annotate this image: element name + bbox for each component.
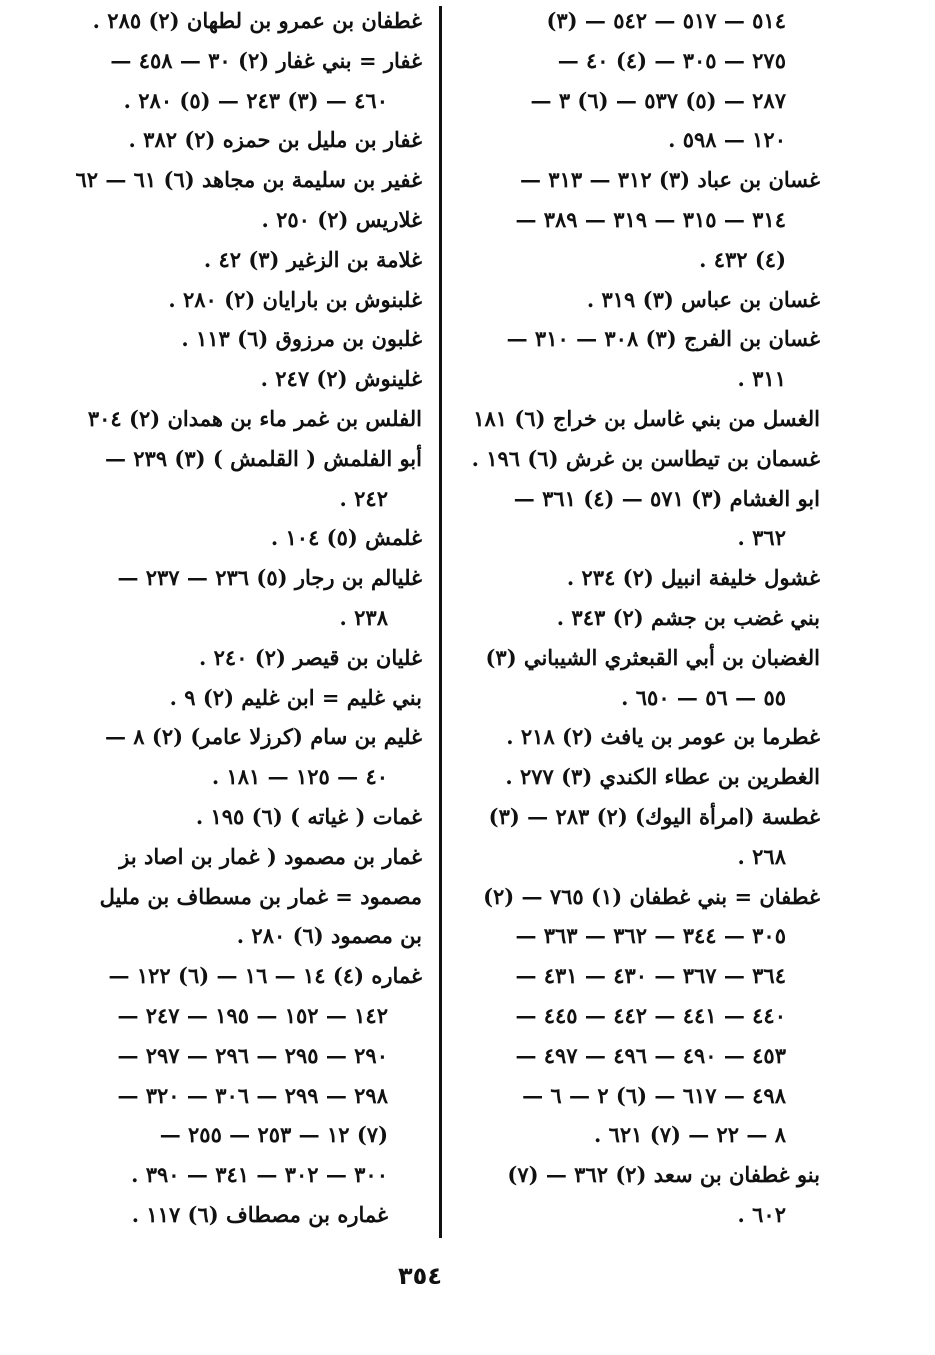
index-entry-line: الغسل من بني غاسل بن خراج (٦) ١٨١ [473,405,820,431]
index-entry-line: غشول خليفة انبيل (٢) ٢٣٤ . [566,565,820,591]
index-entry-line: الفلس بن غمر ماء بن همدان (٢) ٣٠٤ [87,405,422,431]
index-entry-line: ابو الغشام (٣) ٥٧١ — (٤) ٣٦١ — [513,485,820,511]
index-entry-line: ٤٦٠ — (٣) ٢٤٣ — (٥) ٢٨٠ . [123,87,388,113]
index-entry-line: بنو غطفان بن سعد (٢) ٣٦٢ — (٧) [507,1162,820,1188]
index-entry-line: غسان بن عباس (٣) ٣١٩ . [586,286,820,312]
index-entry-line: ٤٩٨ — ٦١٧ — (٦) ٢ — ٦ — [522,1082,786,1108]
index-entry-line: الغضبان بن أبي القبعثري الشيباني (٣) [485,644,820,670]
index-entry-line: ٣٦٢ . [737,525,786,551]
index-entry-line: ٤٥٣ — ٤٩٠ — ٤٩٦ — ٤٩٧ — [515,1042,786,1068]
index-column-right [462,1,820,1235]
index-entry-line: غلبون بن مرزوق (٦) ١١٣ . [181,326,422,352]
index-entry-line: غطسة (امرأة اليوك) (٢) ٢٨٣ — (٣) [488,803,820,829]
index-entry-line: غلمش (٥) ١٠٤ . [270,525,422,551]
index-entry-line: غسان بن عباد (٣) ٣١٢ — ٣١٣ — [519,167,820,193]
index-entry-line: غلبنوش بن بارايان (٢) ٢٨٠ . [168,286,422,312]
index-entry-line: ٨ — ٢٢ — (٧) ٦٢١ . [593,1122,786,1148]
index-entry-line: ٢٩٨ — ٢٩٩ — ٣٠٦ — ٣٢٠ — [117,1082,388,1108]
index-entry-line: ٢٦٨ . [737,843,786,869]
index-entry-line: ١٤٢ — ١٥٢ — ١٩٥ — ٢٤٧ — [117,1002,388,1028]
index-entry-line: ٢٨٧ — (٥) ٥٣٧ — (٦) ٣ — [530,87,786,113]
index-entry-line: غليم بن سام (كرزلا عامر) (٢) ٨ — [104,724,422,750]
index-entry-line: ٢٧٥ — ٣٠٥ — (٤) ٤٠ — [557,47,786,73]
index-entry-line: ٣٠٥ — ٣٤٤ — ٣٦٢ — ٣٦٣ — [515,923,786,949]
index-entry-line: غليالم بن رجار (٥) ٢٣٦ — ٢٣٧ — [117,565,422,591]
index-entry-line: غلينوش (٢) ٢٤٧ . [260,366,422,392]
index-entry-line: غلامة بن الزغير (٣) ٤٢ . [203,246,422,272]
index-entry-line: غماره بن مصطاف (٦) ١١٧ . [131,1201,388,1227]
index-entry-line: ٣١٤ — ٣١٥ — ٣١٩ — ٣٨٩ — [515,206,786,232]
index-entry-line: ٥١٤ — ٥١٧ — ٥٤٢ — (٣) [546,8,786,33]
column-divider [439,6,442,1238]
index-entry-line: ٢٣٨ . [339,604,388,630]
index-entry-line: غفار = بني غفار (٢) ٣٠ — ٤٥٨ — [110,47,422,73]
index-entry-line: أبو الفلمش ( القلمش ) (٣) ٢٣٩ — [104,445,422,471]
index-entry-line: بني غليم = ابن غليم (٢) ٩ . [169,684,422,710]
index-entry-line: غمات ( غياته ) (٦) ١٩٥ . [195,803,422,829]
index-column-left [60,1,422,1235]
index-entry-line: ٢٤٢ . [339,485,388,511]
index-entry-line: غلاريس (٢) ٢٥٠ . [261,206,422,232]
index-entry-line: غسمان بن تيطاسن بن غرش (٦) ١٩٦ . [471,445,820,471]
index-entry-line: غطفان = بني غطفان (١) ٧٦٥ — (٢) [483,883,820,909]
index-entry-line: (٧) ١٢ — ٢٥٣ — ٢٥٥ — [159,1122,388,1148]
index-entry-line: ٢٩٠ — ٢٩٥ — ٢٩٦ — ٢٩٧ — [117,1042,388,1068]
index-entry-line: غسان بن الفرج (٣) ٣٠٨ — ٣١٠ — [506,326,820,352]
index-entry-line: الغطرين بن عطاء الكندي (٣) ٢٧٧ . [505,764,820,790]
index-entry-line: غفار بن مليل بن حمزه (٢) ٣٨٢ . [128,127,422,153]
index-entry-line: ٤٤٠ — ٤٤١ — ٤٤٢ — ٤٤٥ — [515,1002,786,1028]
index-entry-line: غماره (٤) ١٤ — ١٦ — (٦) ١٢٢ — [108,963,422,989]
index-entry-line: ٣٠٠ — ٣٠٢ — ٣٤١ — ٣٩٠ . [131,1162,388,1188]
index-entry-line: بني غضب بن جشم (٢) ٣٤٣ . [556,604,820,630]
index-entry-line: غفير بن سليمة بن مجاهد (٦) ٦١ — ٦٢ [75,167,422,193]
index-entry-line: ١٢٠ — ٥٩٨ . [668,127,786,153]
index-entry-line: غمار بن مصمود ( غمار بن اصاد بز [119,843,422,869]
index-entry-line: غطفان بن عمرو بن لطهان (٢) ٢٨٥ . [92,8,422,33]
index-entry-line: غطرما بن عومر بن يافث (٢) ٢١٨ . [506,724,820,750]
index-entry-line: ٣١١ . [737,366,786,392]
index-entry-line: ٦٠٢ . [737,1201,786,1227]
index-entry-line: (٤) ٤٣٢ . [699,246,786,272]
page-number: ٣٥٤ [398,1262,442,1290]
index-entry-line: غليان بن قيصر (٢) ٢٤٠ . [199,644,422,670]
index-entry-line: ٤٠ — ١٢٥ — ١٨١ . [211,764,388,790]
index-entry-line: ٥٥ — ٥٦ — ٦٥٠ . [621,684,786,710]
index-entry-line: بن مصمود (٦) ٢٨٠ . [236,923,422,949]
index-entry-line: مصمود = غمار بن مسطاف بن مليل [99,883,422,909]
index-entry-line: ٣٦٤ — ٣٦٧ — ٤٣٠ — ٤٣١ — [515,963,786,989]
